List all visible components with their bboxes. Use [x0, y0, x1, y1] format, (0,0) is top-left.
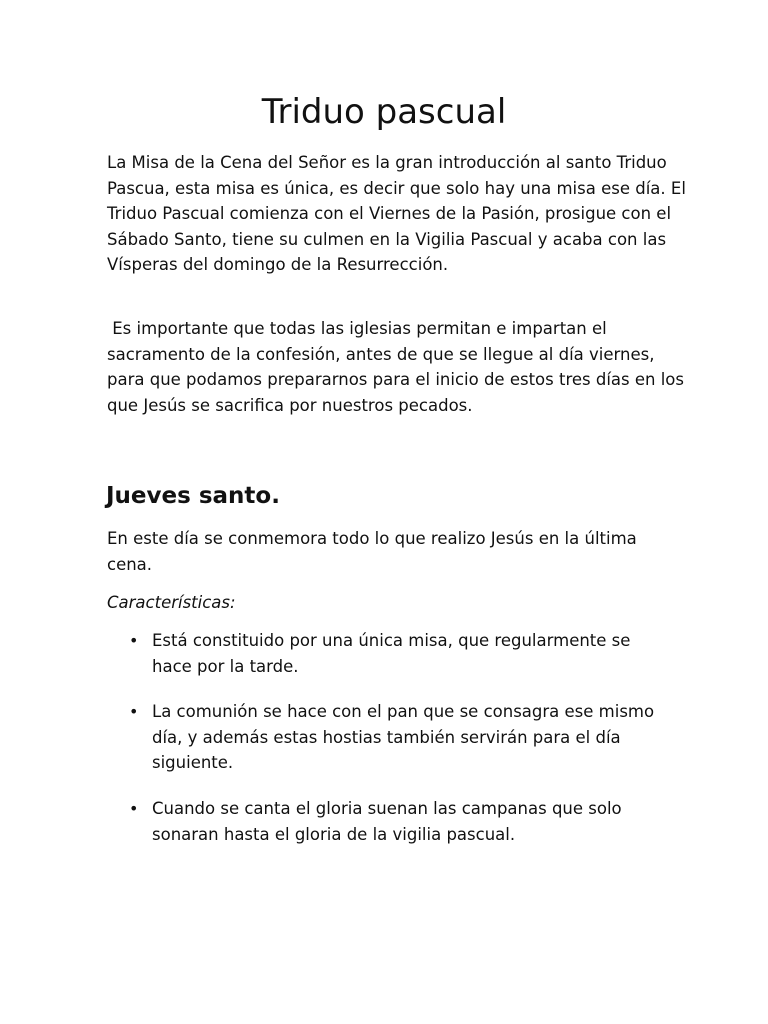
- list-item: [107, 699, 662, 776]
- section-heading: Jueves santo.: [106, 483, 280, 509]
- characteristics-list: [107, 628, 687, 867]
- section-intro: En este día se conmemora todo lo que realizo Jesús en la última cena.: [107, 529, 637, 574]
- document-title: Triduo pascual: [261, 92, 507, 132]
- list-item-text: La comunión se hace con el pan que se consagra ese mismo día, y además estas hostias también servirán para el día siguiente.: [152, 702, 655, 773]
- list-item: [107, 796, 662, 847]
- list-item: [107, 628, 662, 679]
- bullet-icon: •: [129, 702, 139, 722]
- characteristics-label: Características:: [107, 593, 236, 612]
- bullet-icon: •: [129, 631, 139, 650]
- list-item-text: Está constituido por una única misa, que regularmente se hace por la tarde.: [152, 631, 631, 676]
- intro-paragraph: La Misa de la Cena del Señor es la gran introducción al santo Triduo Pascua, esta misa es única, es decir que solo hay una misa ese día. El Triduo Pascual comienza con el Viernes de la Pasión, prosigue con el Sábado Santo, tiene su culmen en la Vigilia Pascual y acaba con las Vísperas del domingo de la Resurrección.: [107, 153, 686, 275]
- bullet-icon: •: [129, 798, 139, 818]
- list-item-text: Cuando se canta el gloria suenan las campanas que solo sonaran hasta el gloria de la vigilia pascual.: [152, 798, 622, 844]
- confession-paragraph: Es importante que todas las iglesias permitan e impartan el sacramento de la confesión, antes de que se llegue al día viernes, para que podamos prepararnos para el inicio de estos tres días en los que Jesús se sacrifica por nuestros pecados.: [107, 319, 690, 415]
